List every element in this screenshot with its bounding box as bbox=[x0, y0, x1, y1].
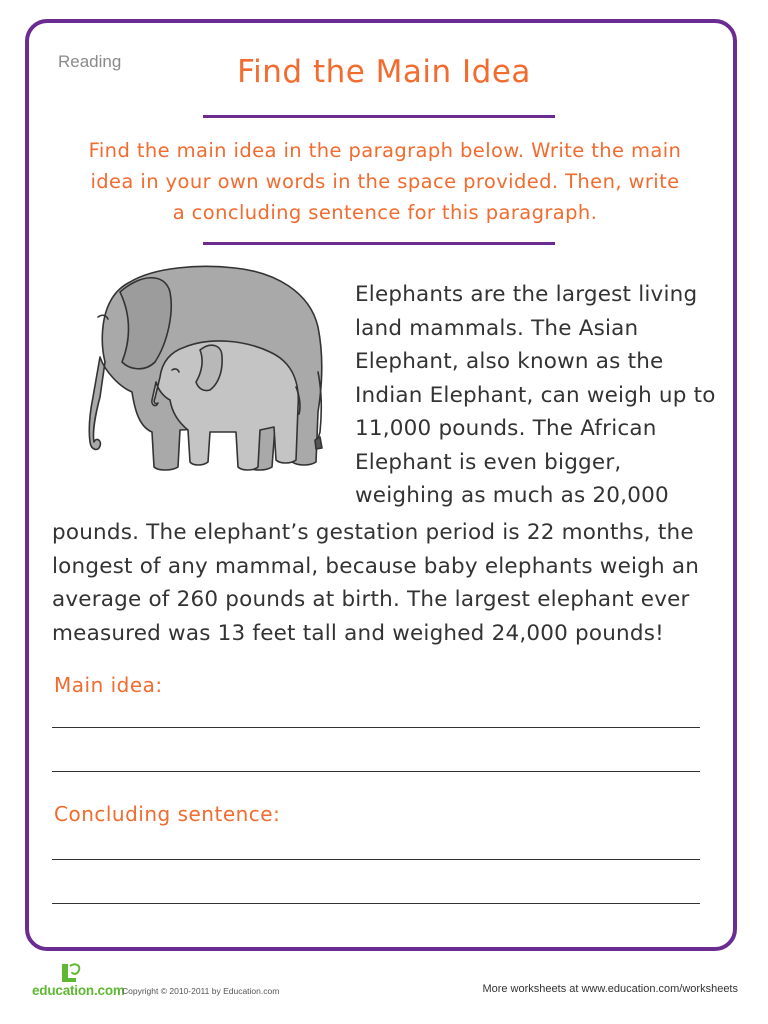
main-idea-writing-line[interactable] bbox=[52, 727, 700, 728]
instructions-line: Find the main idea in the paragraph below. Write the main bbox=[88, 139, 682, 162]
passage-line: measured was 13 feet tall and weighed 24,000 pounds! bbox=[52, 620, 664, 646]
subject-label: Reading bbox=[58, 52, 122, 71]
passage-line: 11,000 pounds. The African bbox=[355, 416, 657, 441]
education-logo-text: education.com bbox=[32, 983, 125, 998]
title-divider bbox=[203, 115, 555, 118]
passage-line: weighing as much as 20,000 bbox=[355, 483, 669, 508]
more-worksheets-link[interactable]: More worksheets at www.education.com/worksheets bbox=[482, 983, 738, 995]
instructions-divider bbox=[203, 242, 555, 245]
passage-line: Elephants are the largest living bbox=[355, 282, 698, 307]
main-idea-writing-line[interactable] bbox=[52, 771, 700, 772]
passage-line: average of 260 pounds at birth. The largest elephant ever bbox=[52, 587, 690, 612]
passage-line: Elephant, also known as the bbox=[355, 349, 664, 374]
main-idea-label: Main idea: bbox=[54, 673, 163, 697]
page-title: Find the Main Idea bbox=[237, 54, 531, 90]
passage-right-column bbox=[355, 278, 735, 513]
passage-line: land mammals. The Asian bbox=[355, 315, 639, 341]
passage-line: longest of any mammal, because baby elephants weigh an bbox=[52, 553, 700, 579]
instructions-line: a concluding sentence for this paragraph. bbox=[172, 201, 598, 224]
elephant-mother-and-baby-icon bbox=[60, 262, 330, 484]
passage-line: pounds. The elephant’s gestation period is 22 months, the bbox=[52, 520, 694, 545]
passage-full-width bbox=[52, 516, 742, 650]
copyright-text: Copyright © 2010-2011 by Education.com bbox=[122, 986, 280, 996]
concluding-sentence-writing-line[interactable] bbox=[52, 859, 700, 860]
passage-line: Elephant is even bigger, bbox=[355, 449, 622, 475]
concluding-sentence-label: Concluding sentence: bbox=[54, 802, 281, 826]
instructions-line: idea in your own words in the space provided. Then, write bbox=[90, 170, 680, 193]
passage-line: Indian Elephant, can weigh up to bbox=[355, 382, 716, 408]
concluding-sentence-writing-line[interactable] bbox=[52, 903, 700, 904]
instructions bbox=[40, 135, 730, 228]
